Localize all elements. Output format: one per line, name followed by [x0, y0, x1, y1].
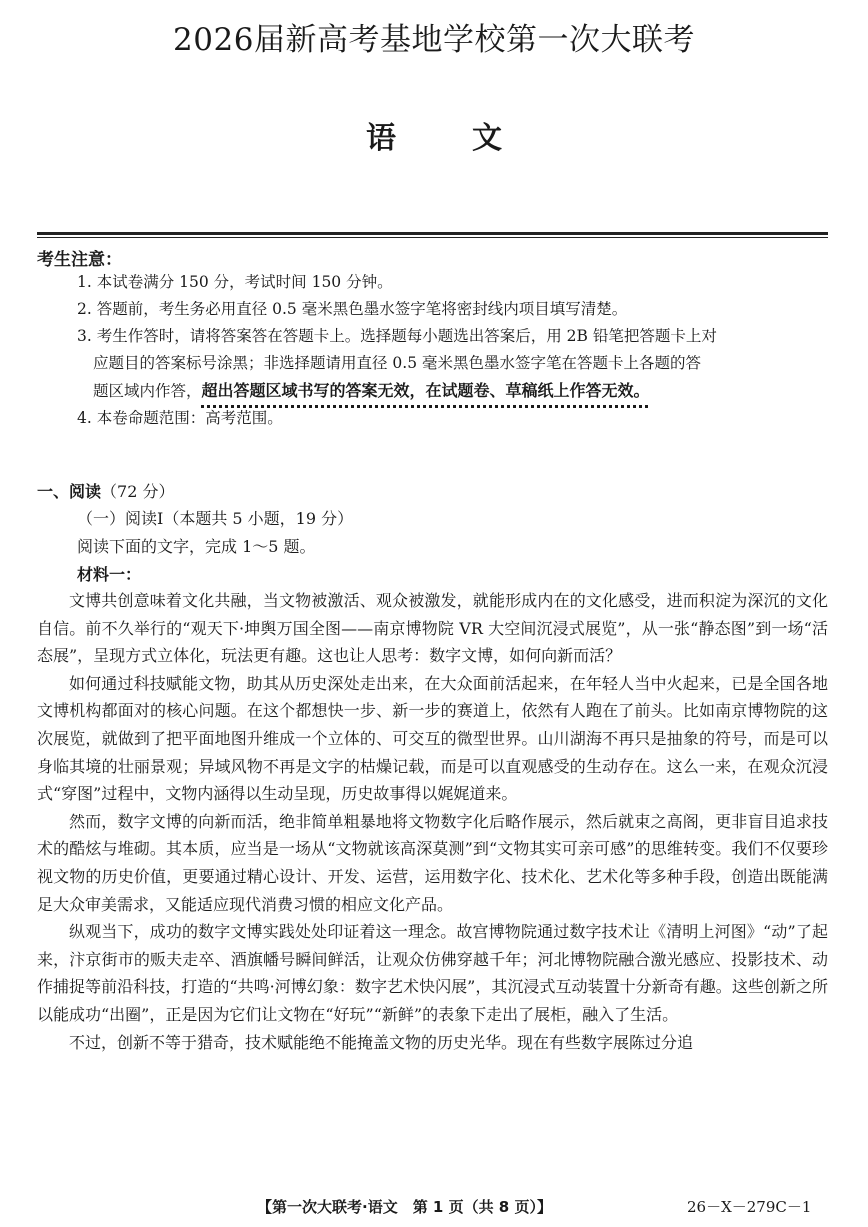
- notice-heading: 考生注意：: [37, 250, 122, 270]
- notice-item-3-line3: [77, 377, 827, 405]
- section-heading-score: （72 分）: [101, 482, 175, 501]
- passage-paragraph: 如何通过科技赋能文物，助其从历史深处走出来，在大众面前活起来，在年轻人当中火起来，已是全国各地文博机构都面对的核心问题。在这个都想快一步、新一步的赛道上，依然有人跑在了前头。比如南京博物院的这次展览，就做到了把平面地图升维成一个立体的、可交互的微型世界。山川湖海不再只是抽象的符号，而是可以身临其境的壮丽景观；异域风物不再是文字的枯燥记载，而是可以直观感受的生动存在。这么一来，在观众沉浸式“穿图”过程中，文物内涵得以生动呈现，历史故事得以娓娓道来。: [37, 673, 828, 804]
- notice-item-3-line2: 应题目的答案标号涂黑；非选择题请用直径 0.5 毫米黑色墨水签字笔在答题卡上各题的答: [93, 354, 702, 372]
- footer-paper-code: 26－X－279C－1: [687, 1198, 812, 1216]
- exam-title: 2026届新高考基地学校第一次大联考: [173, 22, 695, 58]
- notice-list: [77, 269, 827, 432]
- subject-title: [0, 113, 868, 157]
- section-heading: [37, 479, 174, 502]
- notice-item-4: 4. 本卷命题范围：高考范围。: [77, 409, 283, 427]
- passage-paragraph: 纵观当下，成功的数字文博实践处处印证着这一理念。故宫博物院通过数字技术让《清明上河图》“动”了起来，汴京街市的贩夫走卒、酒旗幡号瞬间鲜活，让观众仿佛穿越千年；河北博物院融合激光感应、投影技术、动作捕捉等前沿科技，打造的“共鸣·河博幻象：数字艺术快闪展”，其沉浸式互动装置十分新奇有趣。这些创新之所以能成功“出圈”，正是因为它们让文物在“好玩”“新鲜”的表象下走出了展柜，融入了生活。: [37, 922, 828, 1024]
- footer-page-info: 【第一次大联考·语文 第 1 页（共 8 页）】: [257, 1198, 552, 1216]
- passage-paragraph: 然而，数字文博的向新而活，绝非简单粗暴地将文物数字化后略作展示，然后就束之高阁，更非盲目追求技术的酷炫与堆砌。其本质，应当是一场从“文物就该高深莫测”到“文物其实可亲可感”的思维转变。我们不仅要珍视文物的历史价值，更要通过精心设计、开发、运营，运用数字化、技术化、艺术化等多种手段，创造出既能满足大众审美需求，又能适应现代消费习惯的相应文化产品。: [37, 811, 828, 914]
- subject-char-1: 语: [366, 121, 396, 156]
- notice-item-3-emphasis: 超出答题区域书写的答案无效，在试题卷、草稿纸上作答无效。: [201, 381, 650, 400]
- notice-item-3-plain: 题区域内作答，: [93, 382, 202, 400]
- subject-char-2: 文: [472, 121, 502, 156]
- notice-item-2: 2. 答题前，考生务必用直径 0.5 毫米黑色墨水签字笔将密封线内项目填写清楚。: [77, 300, 628, 318]
- notice-item-1: 1. 本试卷满分 150 分，考试时间 150 分钟。: [77, 273, 393, 291]
- notice-item-3-line1: 3. 考生作答时，请将答案答在答题卡上。选择题每小题选出答案后，用 2B 铅笔把答题卡上对: [77, 327, 717, 345]
- divider-thick: [37, 232, 828, 235]
- section-heading-title: 一、阅读: [37, 482, 102, 501]
- reading-passage: [37, 587, 828, 1056]
- material-heading: 材料一：: [77, 565, 142, 584]
- passage-paragraph: 不过，创新不等于猎奇，技术赋能绝不能掩盖文物的历史光华。现在有些数字展陈过分追: [69, 1032, 694, 1052]
- notice-item-3: [77, 323, 827, 405]
- question-instruction: 阅读下面的文字，完成 1～5 题。: [77, 537, 316, 556]
- passage-paragraph: 文博共创意味着文化共融，当文物被激活、观众被激发，就能形成内在的文化感受，进而积淀为深沉的文化自信。前不久举行的“观天下·坤舆万国全图——南京博物院 VR 大空间沉浸式展览”，从一张“静态图”到一场“活态展”，呈现方式立体化，玩法更有趣。这也让人思考：数字文博，如何向新而活？: [37, 591, 828, 666]
- subsection-heading: （一）阅读Ⅰ（本题共 5 小题，19 分）: [77, 509, 354, 528]
- divider-thin: [37, 237, 828, 238]
